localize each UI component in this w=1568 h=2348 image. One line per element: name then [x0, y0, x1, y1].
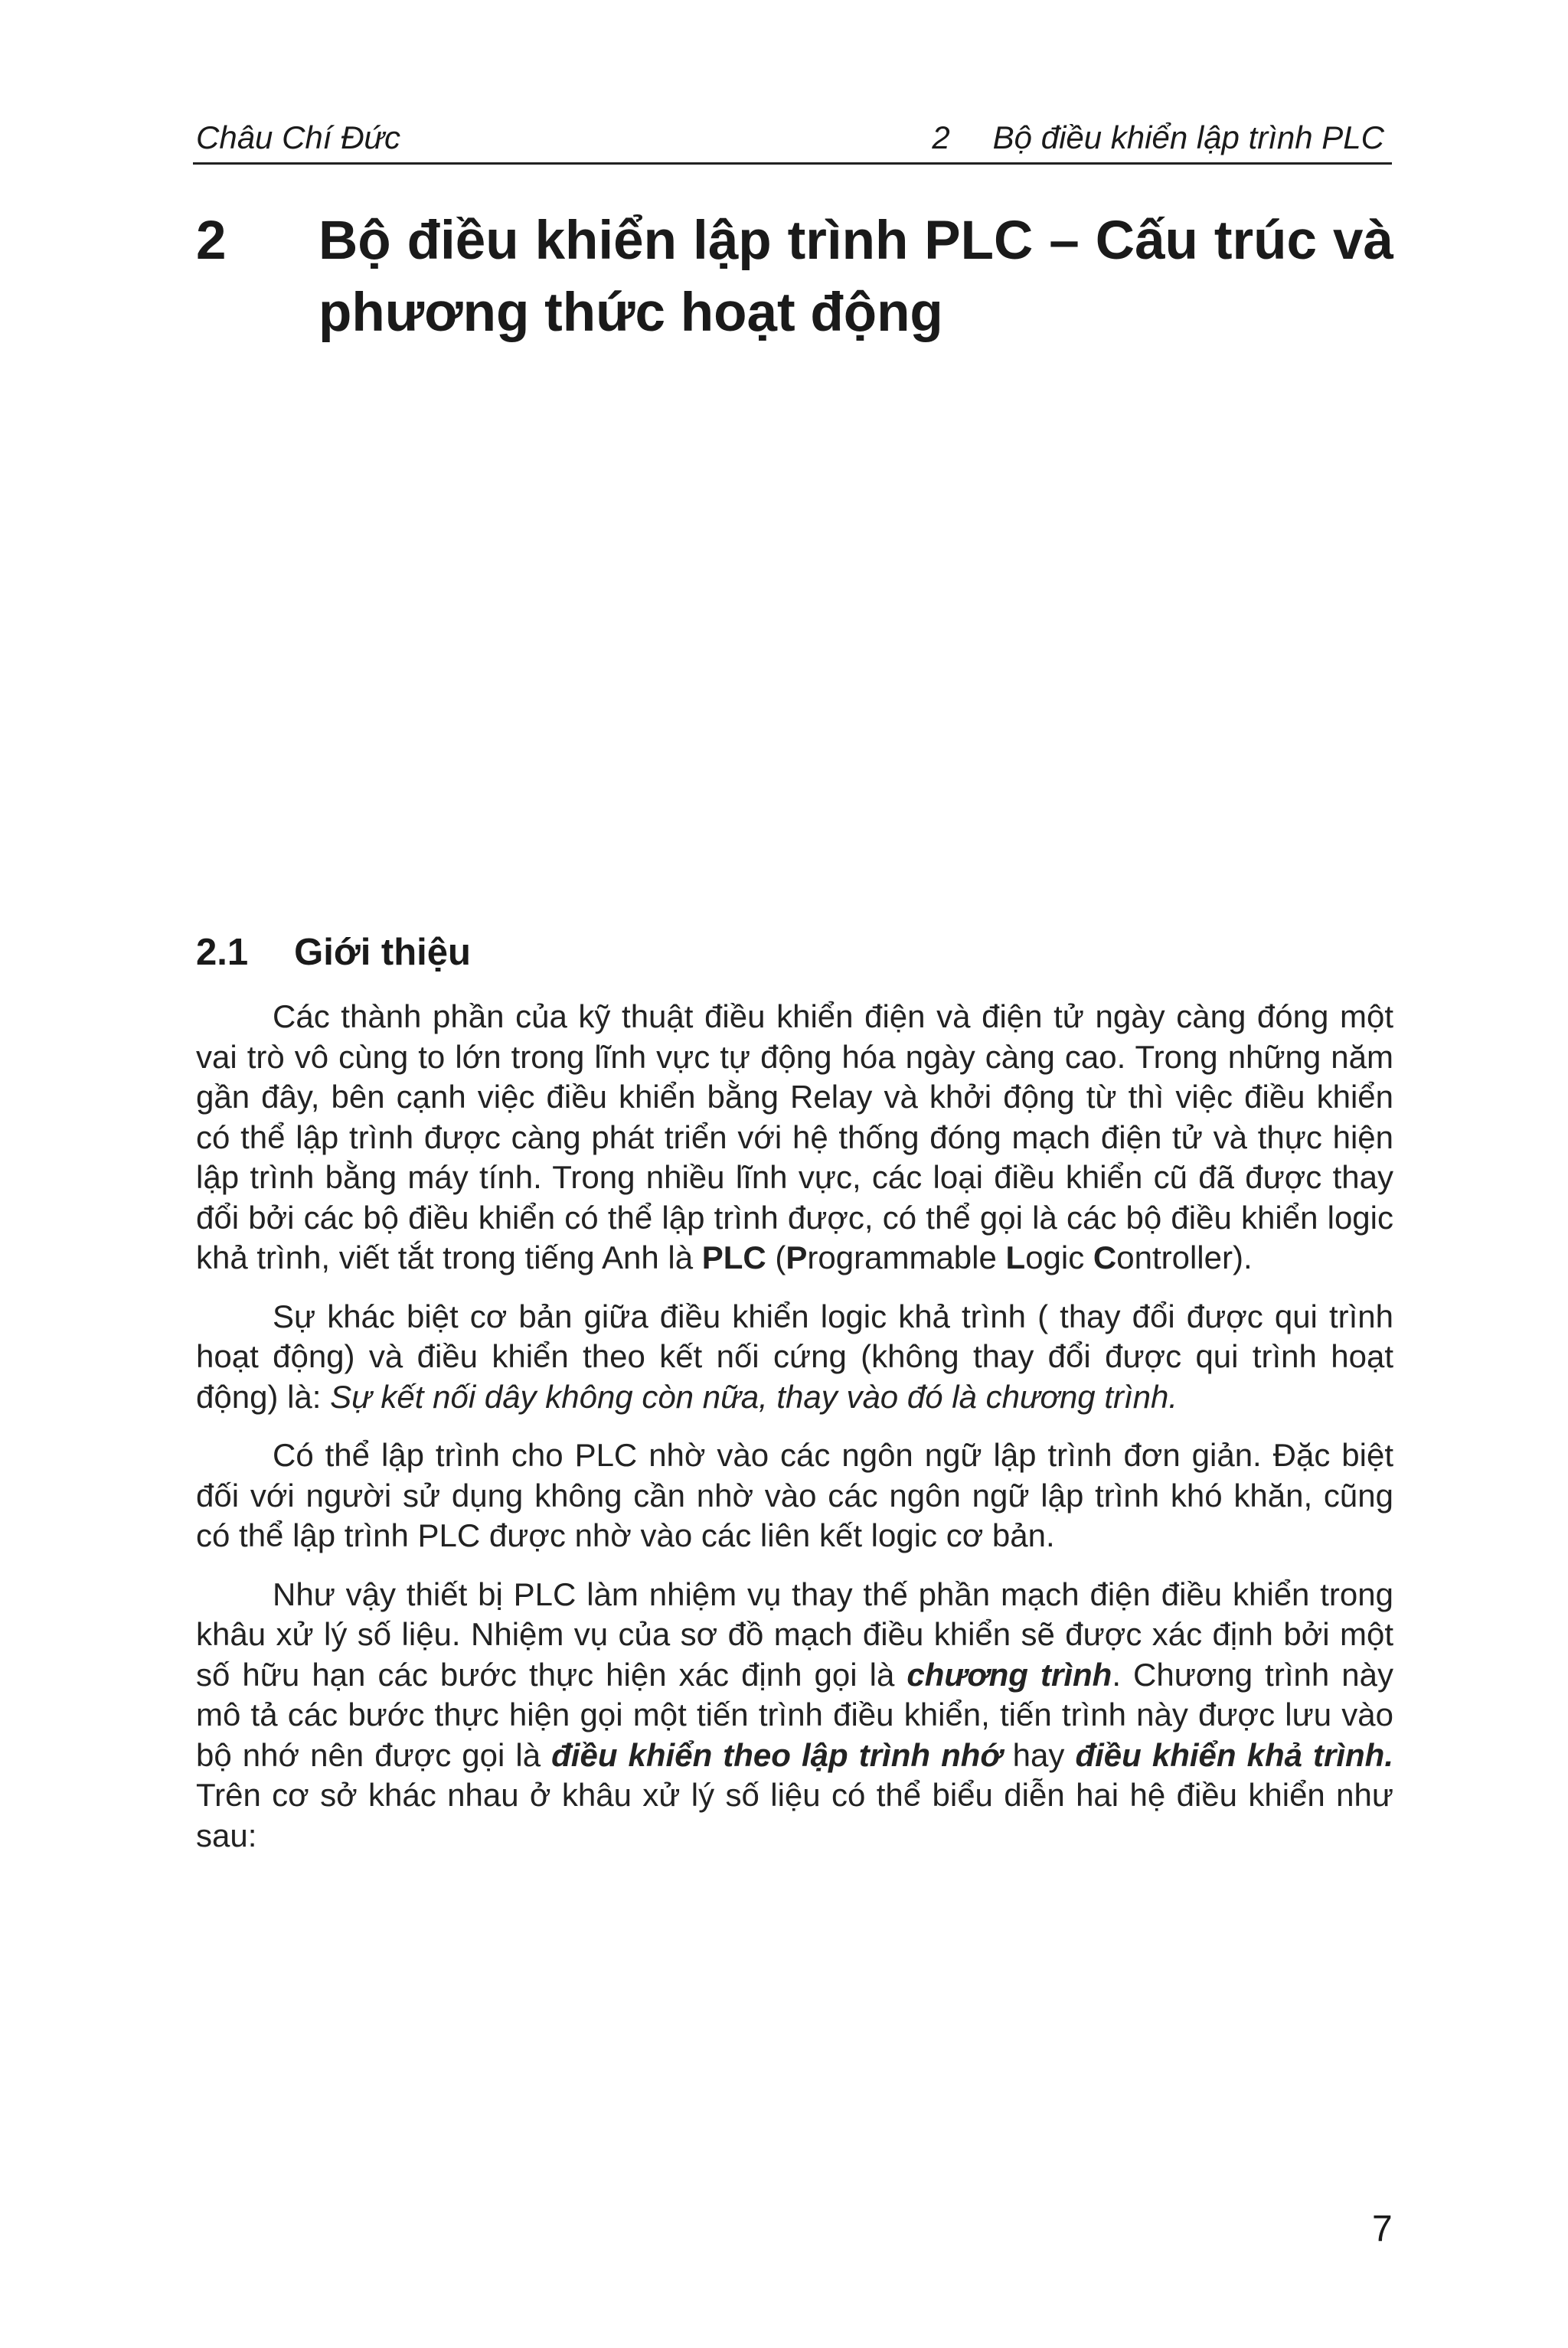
p4-text-4: Trên cơ sở khác nhau ở khâu xử lý số liệu có thể biểu diễn hai hệ điều khiển như sau: — [196, 1777, 1393, 1853]
p1-c-letter: C — [1093, 1239, 1117, 1275]
p4-emphasis-1: chương trình — [906, 1656, 1112, 1693]
section-number: 2.1 — [196, 932, 249, 973]
chapter-title: Bộ điều khiển lập trình PLC – Cấu trúc và phương thức hoạt động — [318, 211, 1393, 343]
paragraph-4 — [196, 1575, 1393, 1857]
body-text — [196, 997, 1393, 1874]
p2-text: Sự khác biệt cơ bản giữa điều khiển logic khả trình ( thay đổi được qui trình hoạt động) và điều khiển theo kết nối cứng (không thay đổi được qui trình hoạt động) là: — [196, 1298, 1393, 1415]
page-number: 7 — [1372, 2209, 1393, 2249]
running-header — [193, 115, 1392, 165]
header-chapter-title: Bộ điều khiển lập trình PLC — [992, 119, 1384, 155]
paragraph-3 — [196, 1435, 1393, 1556]
paragraph-2 — [196, 1297, 1393, 1418]
paragraph-1 — [196, 997, 1393, 1279]
section-heading — [196, 931, 471, 974]
p1-abbr: PLC — [701, 1239, 766, 1275]
header-author: Châu Chí Đức — [196, 119, 401, 155]
p2-italic: Sự kết nối dây không còn nữa, thay vào đó là chương trình. — [330, 1378, 1178, 1415]
p1-c-rest: ontroller). — [1116, 1239, 1253, 1275]
p4-text-1: Như vậy thiết bị PLC làm nhiệm vụ thay thế phần mạch điện điều khiển trong khâu xử lý số liệu. Nhiệm vụ của sơ đồ mạch điều khiển sẽ được xác định bởi một số hữu hạn các bước thực hiện xác định gọi là — [196, 1576, 1393, 1693]
p1-p-letter: P — [786, 1239, 808, 1275]
chapter-number: 2 — [196, 211, 227, 271]
p1-l-letter: L — [1005, 1239, 1026, 1275]
p3-text: Có thể lập trình cho PLC nhờ vào các ngôn ngữ lập trình đơn giản. Đặc biệt đối với người sử dụng không cần nhờ vào các ngôn ngữ lập trình khó khăn, cũng có thể lập trình PLC được nhờ vào các liên kết logic cơ bản. — [196, 1437, 1393, 1553]
p4-text-3: hay — [1001, 1736, 1076, 1773]
p1-l-rest: ogic — [1025, 1239, 1093, 1275]
p1-p-rest: rogrammable — [807, 1239, 1006, 1275]
p4-text-2: . Chương trình này mô tả các bước thực hiện gọi một tiến trình điều khiển, tiến trình này được lưu vào bộ nhớ nên được gọi là — [196, 1656, 1394, 1773]
p1-open-paren: ( — [766, 1239, 786, 1275]
p1-text: Các thành phần của kỹ thuật điều khiển điện và điện tử ngày càng đóng một vai trò vô cùng to lớn trong lĩnh vực tự động hóa ngày càng cao. Trong những năm gần đây, bên cạnh việc điều khiển bằng Relay và khởi động từ thì việc điều khiển có thể lập trình được càng phát triển với hệ thống đóng mạch điện tử và thực hiện lập trình bằng máy tính. Trong nhiều lĩnh vực, các loại điều khiển cũ đã được thay đổi bởi các bộ điều khiển có thể lập trình được, có thể gọi là các bộ điều khiển logic khả trình, viết tắt trong tiếng Anh là — [196, 998, 1393, 1275]
header-chapter-number: 2 — [932, 119, 950, 155]
p4-emphasis-2: điều khiển theo lập trình nhớ — [551, 1736, 1002, 1773]
header-chapter — [932, 119, 1384, 156]
section-title: Giới thiệu — [294, 932, 471, 973]
p4-emphasis-3: điều khiển khả trình. — [1075, 1736, 1393, 1773]
